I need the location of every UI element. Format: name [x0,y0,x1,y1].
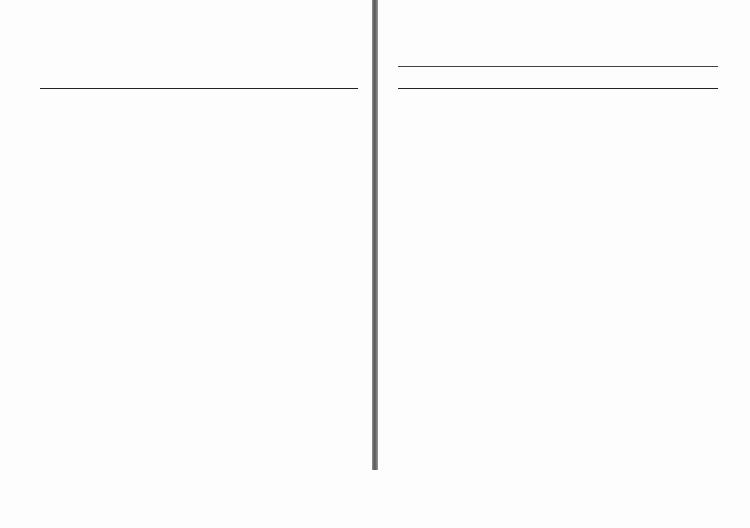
right-page [398,20,718,498]
footer-banner [0,497,750,528]
right-page-header [398,66,718,89]
left-page-header [40,66,358,89]
left-page [40,20,358,498]
left-page-body [44,96,354,490]
right-page-body [402,96,714,490]
book-spine [372,0,378,470]
right-header-top-rule [398,66,718,67]
